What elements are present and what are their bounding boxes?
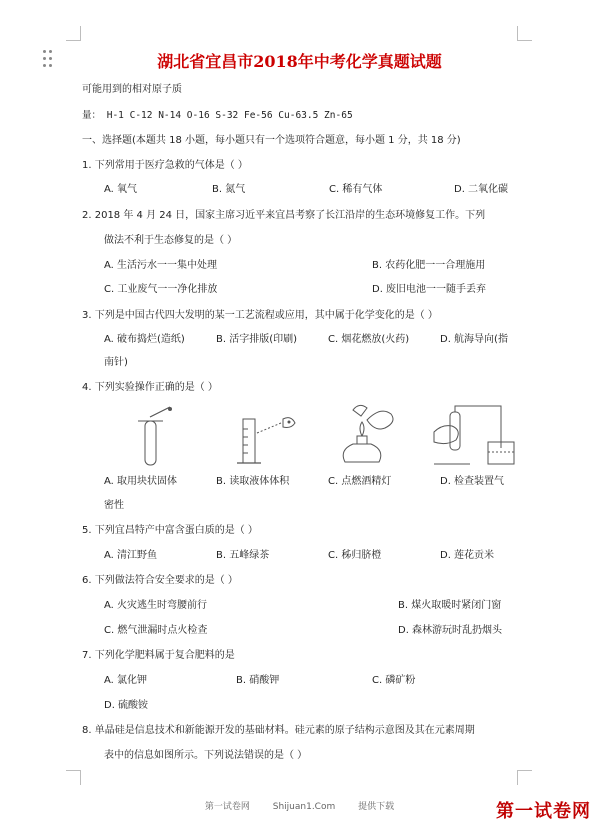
q5-option-a: A. 清江野鱼: [104, 550, 158, 561]
q4-option-c: C. 点燃酒精灯: [328, 476, 392, 487]
q6-option-c: C. 燃气泄漏时点火检查: [104, 625, 208, 636]
q1-option-a: A. 氧气: [104, 184, 138, 195]
margin-corner-bottom-left: [66, 770, 81, 785]
graduated-cylinder-figure: [233, 405, 313, 467]
q7-option-b: B. 硝酸钾: [236, 675, 280, 686]
q4-option-a: A. 取用块状固体: [104, 476, 178, 487]
q1-option-b: B. 氮气: [212, 184, 246, 195]
q3-option-c: C. 烟花燃放(火药): [328, 334, 410, 345]
question-2-stem-line2: 做法不利于生态修复的是（ ）: [104, 235, 238, 246]
margin-corner-top-right: [517, 26, 532, 41]
footer-site-url[interactable]: Shijuan1.Com: [272, 802, 336, 812]
q6-option-a: A. 火灾逃生时弯腰前行: [104, 600, 208, 611]
q2-option-d: D. 废旧电池一一随手丢弃: [372, 284, 487, 295]
footer-download-note: 提供下载: [358, 802, 395, 812]
q2-option-a: A. 生活污水一一集中处理: [104, 260, 218, 271]
q3-option-a: A. 破布捣烂(造纸): [104, 334, 185, 345]
margin-corner-top-left: [66, 26, 81, 41]
atomic-masses-line: 量： H-1 C-12 N-14 O-16 S-32 Fe-56 Cu-63.5 Zn-65: [82, 110, 353, 121]
q5-option-b: B. 五峰绿茶: [216, 550, 270, 561]
question-7-stem: 7. 下列化学肥料属于复合肥料的是: [82, 650, 235, 661]
q4-option-d-continuation: 密性: [104, 500, 124, 511]
question-4-stem: 4. 下列实验操作正确的是（ ）: [82, 382, 218, 393]
q5-option-d: D. 莲花贡米: [440, 550, 495, 561]
question-5-stem: 5. 下列宜昌特产中富含蛋白质的是（ ）: [82, 525, 258, 536]
footer-site-name: 第一试卷网: [204, 802, 250, 812]
section-heading: 一、选择题(本题共 18 小题，每小题只有一个选项符合题意，每小题 1 分，共 18 分): [82, 135, 461, 146]
alcohol-lamp-figure: [333, 400, 403, 468]
brand-logo: 第一试卷网: [496, 801, 591, 822]
question-1-stem: 1. 下列常用于医疗急救的气体是（ ）: [82, 160, 248, 171]
q4-option-b: B. 读取液体体积: [216, 476, 290, 487]
q3-option-b: B. 活字排版(印刷): [216, 334, 298, 345]
q3-option-d: D. 航海导向(指: [440, 334, 508, 345]
test-tube-solid-figure: [128, 405, 188, 467]
question-6-stem: 6. 下列做法符合安全要求的是（ ）: [82, 575, 238, 586]
q2-option-c: C. 工业废气一一净化排放: [104, 284, 218, 295]
atomic-masses-intro: 可能用到的相对原子质: [82, 84, 182, 95]
margin-corner-bottom-right: [517, 770, 532, 785]
q5-option-c: C. 秭归脐橙: [328, 550, 382, 561]
q7-option-c: C. 磷矿粉: [372, 675, 416, 686]
document-title: 湖北省宜昌市2018年中考化学真题试题: [157, 52, 442, 71]
q1-option-d: D. 二氧化碳: [454, 184, 509, 195]
q2-option-b: B. 农药化肥一一合理施用: [372, 260, 486, 271]
question-8-stem-line1: 8. 单晶硅是信息技术和新能源开发的基础材料。硅元素的原子结构示意图及其在元素周期: [82, 725, 475, 736]
question-3-stem: 3. 下列是中国古代四大发明的某一工艺流程或应用，其中属于化学变化的是（ ）: [82, 310, 438, 321]
q4-option-d: D. 检查装置气: [440, 476, 505, 487]
q1-option-c: C. 稀有气体: [329, 184, 383, 195]
q3-option-d-continuation: 南针): [104, 357, 128, 368]
q7-option-d: D. 硫酸铵: [104, 700, 149, 711]
q6-option-d: D. 森林游玩时乱扔烟头: [398, 625, 503, 636]
question-2-stem-line1: 2. 2018 年 4 月 24 日，国家主席习近平来宜昌考察了长江沿岸的生态环境修复工作。下列: [82, 210, 486, 221]
airtightness-check-figure: [430, 402, 520, 468]
q7-option-a: A. 氯化钾: [104, 675, 148, 686]
q6-option-b: B. 煤火取暖时紧闭门窗: [398, 600, 502, 611]
question-8-stem-line2: 表中的信息如图所示。下列说法错误的是（ ）: [104, 750, 308, 761]
